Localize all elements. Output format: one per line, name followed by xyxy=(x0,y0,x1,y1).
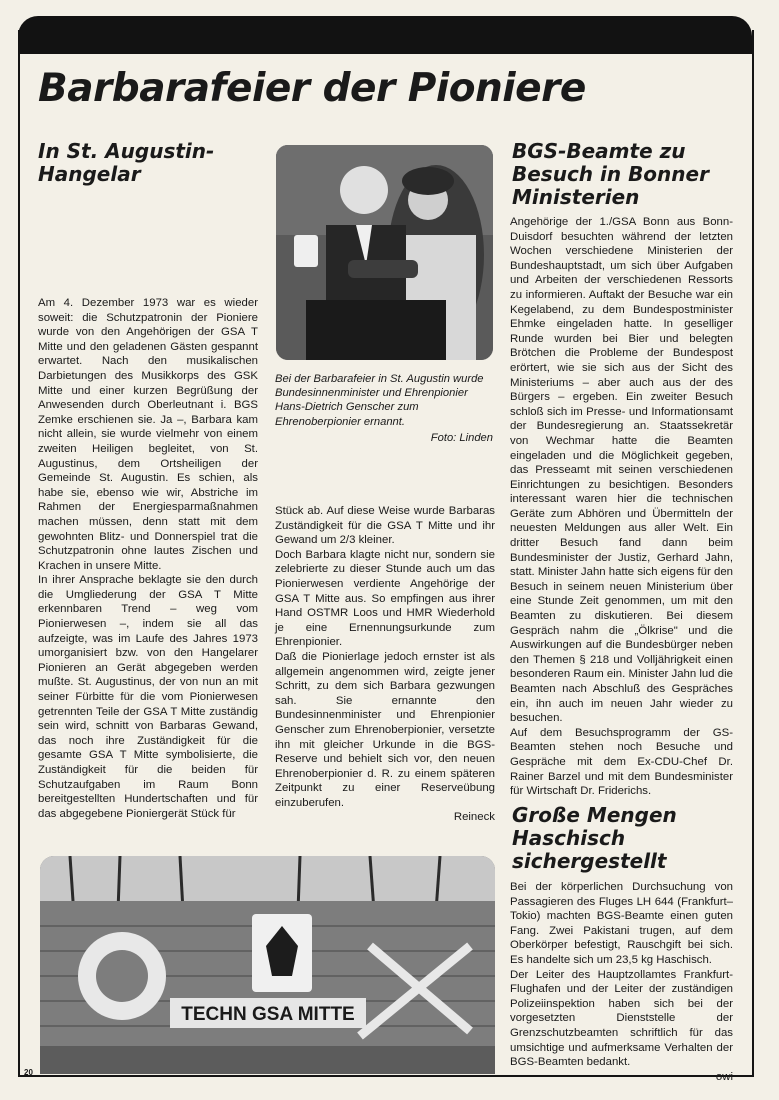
right-article-2-heading: Große Mengen Haschisch sichergestellt xyxy=(512,803,677,873)
right-article-1-paragraph: Angehörige der 1./GSA Bonn aus Bonn-Duisdorf besuchten während der letzten Wochen verschiedene Ministerien der Bundeshauptstadt, um sich über Aufgaben und Arbeiten der verschiedenen Ressorts zu informieren. Auftakt der Besuche war ein Kegelabend, zu dem Bundespostminister Ehmke eingeladen hatte. In geselliger Runde wurden bei Bier und belegten Brötchen die Probleme der Bundespost erörtert, wie sie sich aus der Sicht des Ministeriums – aber auch aus der des Bürgers – ergeben. Ein zweiter Besuch schloß sich im Presse- und Informationsamt der Bundesregierung an. Staatssekretär von Wechmar hatte die Beamten eingeladen und die Möglichkeit gegeben, das Presseamt mit seinen verschiedenen Einrichtungen zu besichtigen. Besonders interessant waren hier die technischen Geräte zum Abhören und Übermitteln der neuesten Meldungen aus aller Welt. Ein dritter Besuch fand dann beim Bundesminister der Justiz, Gerhard Jahn, statt. Minister Jahn hatte sich eigens für den Besuch in seinem neuen Ministerium über eine Stunde Zeit genommen, um mit den Beamten zu diskutieren. Bei diesem Gespräch nahm die „Ölkrise" und die Auswirkungen auf die Bundesbürger neben den Themen § 218 und Volljährigkeit einen besonderen Raum ein. Minister Jahn lud die Beamten nach Abschluß des Gespräches ein, ihn auch im neuen Jahr wieder zu besuchen. xyxy=(510,216,733,725)
right-article-1-paragraph: Auf dem Besuchsprogramm der GS-Beamten stehen noch Besuche und Gespräche mit dem Ex-CDU-Chef Dr. Rainer Barzel und mit dem Bundesminister für Wirtschaft Dr. Friderichs. xyxy=(510,726,733,798)
middle-paragraph: Doch Barbara klagte nicht nur, sondern sie zelebrierte zu dieser Stunde auch um das Pionierwesen verdiente Angehörige der GSA T Mitte aus. So empfingen aus ihrer Hand OSTMR Loos und HMR Wiederhold je eine Ernennungsurkunde zum Ehrenpionier. xyxy=(275,548,495,649)
right-article-2-paragraph: Der Leiter des Hauptzollamtes Frankfurt-Flughafen und der Leiter der zuständigen Polizeiinspektion haben sich bei der vorgesetzten Dienststelle der Grenzschutzbeamten schriftlich für das umsichtige und aufmerksame Verhalten der BGS-Beamten bedankt. xyxy=(510,968,733,1069)
photo-barbarafeier xyxy=(276,145,493,360)
right-article-1-heading: BGS-Beamte zu Besuch in Bonner Ministerien xyxy=(512,139,709,209)
page-number: 20 xyxy=(24,1068,33,1077)
left-article-paragraph: In ihrer Ansprache beklagte sie den durch die Umgliederung der GSA T Mitte erkennbaren Trend – weg vom Pionierwesen –, indem sie all das aufzeigte, was im Laufe des Jahres 1973 umorganisiert bzw. von den Hangelarer Pionieren an Gerät abgegeben werden mußte. St. Augustinus, der von nun an mit seiner Fürbitte für die vom Pionierwesen getrennten Teile der GSA T Mitte zuständig sein wird, schnitt von Barbaras Gewand, das noch ihre Zuständigkeit für die gesamte GSA T Mitte symbolisierte, die Zuständigkeit für die beiden für Schutzaufgaben im Raum Bonn bereitgestellten Hundertschaften und für das abgegebene Pioniergerät Stück für xyxy=(38,574,258,820)
middle-paragraph: Stück ab. Auf diese Weise wurde Barbaras Zuständigkeit für die GSA T Mitte und ihr Gewand um 2/3 kleiner. xyxy=(275,505,495,547)
middle-byline: Reineck xyxy=(453,811,495,824)
photo-caption-text: Bei der Barbarafeier in St. Augustin wurde Bundesinnenminister und Ehrenpionier Hans-Dietrich Genscher zum Ehrenoberpionier ernannt. xyxy=(275,373,484,428)
photo-techn-gsa-mitte xyxy=(40,856,495,1074)
photo-barbarafeier-image xyxy=(276,145,493,360)
right-article-1-body xyxy=(510,215,733,799)
page-title: Barbarafeier der Pioniere xyxy=(38,66,586,111)
left-article-heading: In St. Augustin-Hangelar xyxy=(38,139,215,186)
right-article-2-body xyxy=(510,880,733,1084)
left-article-paragraph: Am 4. Dezember 1973 war es wieder soweit: die Schutzpatronin der Pioniere wurde von den Angehörigen der GSA T Mitte und den geladenen Gästen gespannt erwartet. Nach den musikalischen Darbietungen des Musikkorps des GSK Mitte und einer kurzen Begrüßung der Anwesenden durch Oberleutnant i. BGS Zemke erschienen sie. Ja –, Barbara kam nicht allein, sie wurde vielmehr von einem zweiten Heiligen begleitet, von St. Augustinus, dem Ortsheiligen der Gemeinde St. Augustin. Es schien, als habe sie, ebenso wie wir, Abstriche im Rahmen der Energiesparmaßnahmen machen müssen, denn statt mit dem gewohnten Blitz- und Donnerspiel trat die Schutzpatronin ohne lautes Zischen und Krachen in unsere Mitte. xyxy=(38,297,258,572)
photo-credit: Foto: Linden xyxy=(430,431,493,444)
right-article-2-paragraph: Bei der körperlichen Durchsuchung von Passagieren des Fluges LH 644 (Frankfurt–Tokio) machten BGS-Beamte einen guten Fang. Zwei Pakistani trugen, auf dem Oberkörper befestigt, Rauschgift bei sich. Es handelte sich um 23,5 kg Haschisch. xyxy=(510,881,733,966)
photo-caption xyxy=(275,372,493,445)
right-article-2-byline: owi xyxy=(715,1070,733,1083)
middle-paragraph: Daß die Pionierlage jedoch ernster ist als allgemein angenommen wird, zeigte jener Schritt, zu dem sich Barbara gezwungen sah. Sie ernannte den Bundesinnenminister und Ehrenpionier Genscher zum Ehrenoberpionier, versetzte ihn mit gleicher Urkunde in die BGS-Reserve und behielt sich vor, den neuen Ehrenoberpionier d. R. zu einem späteren Zeitpunkt zu einer Reserveübung einzuberufen. xyxy=(275,650,495,809)
left-article-body xyxy=(38,296,258,821)
middle-column-body xyxy=(275,504,495,825)
sign-text: TECHN GSA MITTE xyxy=(181,1004,355,1025)
photo-sign-image xyxy=(40,856,495,1074)
